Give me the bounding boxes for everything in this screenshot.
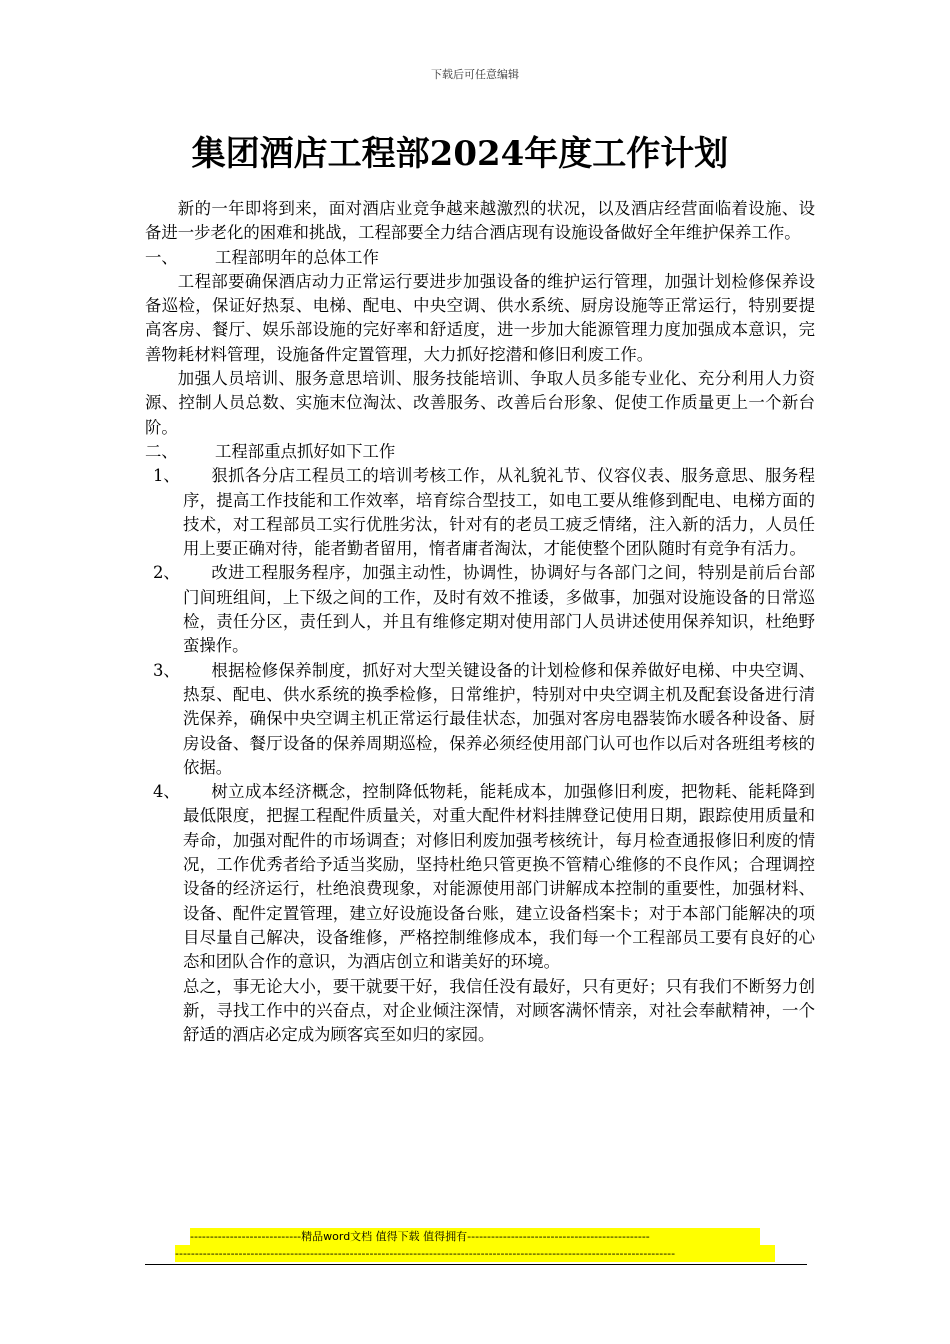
section1-paragraph: 加强人员培训、服务意思培训、服务技能培训、争取人员多能专业化、充分利用人力资源、控制人员总数、实施末位淘汰、改善服务、改善后台形象、促使工作质量更上一个新台阶。 xyxy=(145,369,815,437)
list-item-text: 改进工程服务程序，加强主动性，协调性，协调好与各部门之间，特别是前后台部门间班组间，上下级之间的工作，及时有效不推诿，多做事，加强对设施设备的日常巡检，责任分区，责任到人，并且有维修定期对使用部门人员讲述使用保养知识，杜绝野蛮操作。 xyxy=(183,563,815,656)
document-body xyxy=(145,197,815,1047)
section1-title: 工程部明年的总体工作 xyxy=(215,247,379,267)
list-item xyxy=(145,780,815,974)
list-item xyxy=(145,659,815,780)
list-item-text: 根据检修保养制度，抓好对大型关键设备的计划检修和保养做好电梯、中央空调、热泵、配电、供水系统的换季检修，日常维护，特别对中央空调主机及配套设备进行清洗保养，确保中央空调主机正常运行最佳状态，加强对客房电器装饰水暖各种设备、厨房设备、餐厅设备的保养周期巡检，保养必须经使用部门认可也作以后对各班组考核的依据。 xyxy=(183,660,815,777)
footer-banner: ----------------------------精品word文档 值得下载 值得拥有---------------------------------------------- xyxy=(190,1228,760,1245)
list-item-text: 狠抓各分店工程员工的培训考核工作，从礼貌礼节、仪容仪表、服务意思、服务程序，提高工作技能和工作效率，培育综合型技工，如电工要从维修到配电、电梯方面的技术，对工程部员工实行优胜劣汰，针对有的老员工疲乏情绪，注入新的活力，人员任用上要正确对待，能者勤者留用，惰者庸者淘汰，才能使整个团队随时有竞争有活力。 xyxy=(183,466,815,559)
section1-paragraph: 工程部要确保酒店动力正常运行要进步加强设备的维护运行管理，加强计划检修保养设备巡检，保证好热泵、电梯、配电、中央空调、供水系统、厨房设施等正常运行，特别要提高客房、餐厅、娱乐部设施的完好率和舒适度，进一步加大能源管理力度加强成本意识，完善物耗材料管理，设施备件定置管理，大力抓好挖潜和修旧利废工作。 xyxy=(145,271,815,364)
section2-title: 工程部重点抓好如下工作 xyxy=(215,441,396,461)
section1-heading xyxy=(145,246,815,270)
section1-number: 一、 xyxy=(145,247,178,267)
list-item-number: 3、 xyxy=(153,660,180,680)
list-item-number: 2、 xyxy=(153,563,180,583)
list-item-number: 4、 xyxy=(153,782,180,802)
footer-dashes: ------------------------------------------------------------------------------------------------------------------------------ xyxy=(175,1245,775,1262)
summary-paragraph: 总之，事无论大小，要干就要干好，我信任没有最好，只有更好；只有我们不断努力创新，寻找工作中的兴奋点，对企业倾注深情，对顾客满怀情亲，对社会奉献精神，一个舒适的酒店必定成为顾客宾至如归的家园。 xyxy=(183,976,815,1045)
footer xyxy=(145,1228,807,1265)
list-item xyxy=(145,464,815,561)
list-item-text: 树立成本经济概念，控制降低物耗，能耗成本，加强修旧利废，把物耗、能耗降到最低限度，把握工程配件质量关，对重大配件材料挂牌登记使用日期，跟踪使用质量和寿命，加强对配件的市场调查；对修旧利废加强考核统计，每月检查通报修旧利废的情况，工作优秀者给予适当奖励，坚持杜绝只管更换不管精心维修的不良作风；合理调控设备的经济运行，杜绝浪费现象，对能源使用部门讲解成本控制的重要性，加强材料、设备、配件定置管理，建立好设施设备台账，建立设备档案卡；对于本部门能解决的项目尽量自己解决，设备维修，严格控制维修成本，我们每一个工程部员工要有良好的心态和团队合作的意识，为酒店创立和谐美好的环境。 xyxy=(183,782,815,972)
header-note: 下载后可任意编辑 xyxy=(431,68,519,81)
intro-paragraph: 新的一年即将到来，面对酒店业竞争越来越激烈的状况，以及酒店经营面临着设施、设备进一步老化的困难和挑战，工程部要全力结合酒店现有设施设备做好全年维护保养工作。 xyxy=(145,199,815,243)
list-item xyxy=(145,561,815,658)
document-title: 集团酒店工程部2024年度工作计划 xyxy=(191,134,729,174)
section2-heading xyxy=(145,440,815,464)
section2-number: 二、 xyxy=(145,441,178,461)
list-item-number: 1、 xyxy=(153,466,180,486)
